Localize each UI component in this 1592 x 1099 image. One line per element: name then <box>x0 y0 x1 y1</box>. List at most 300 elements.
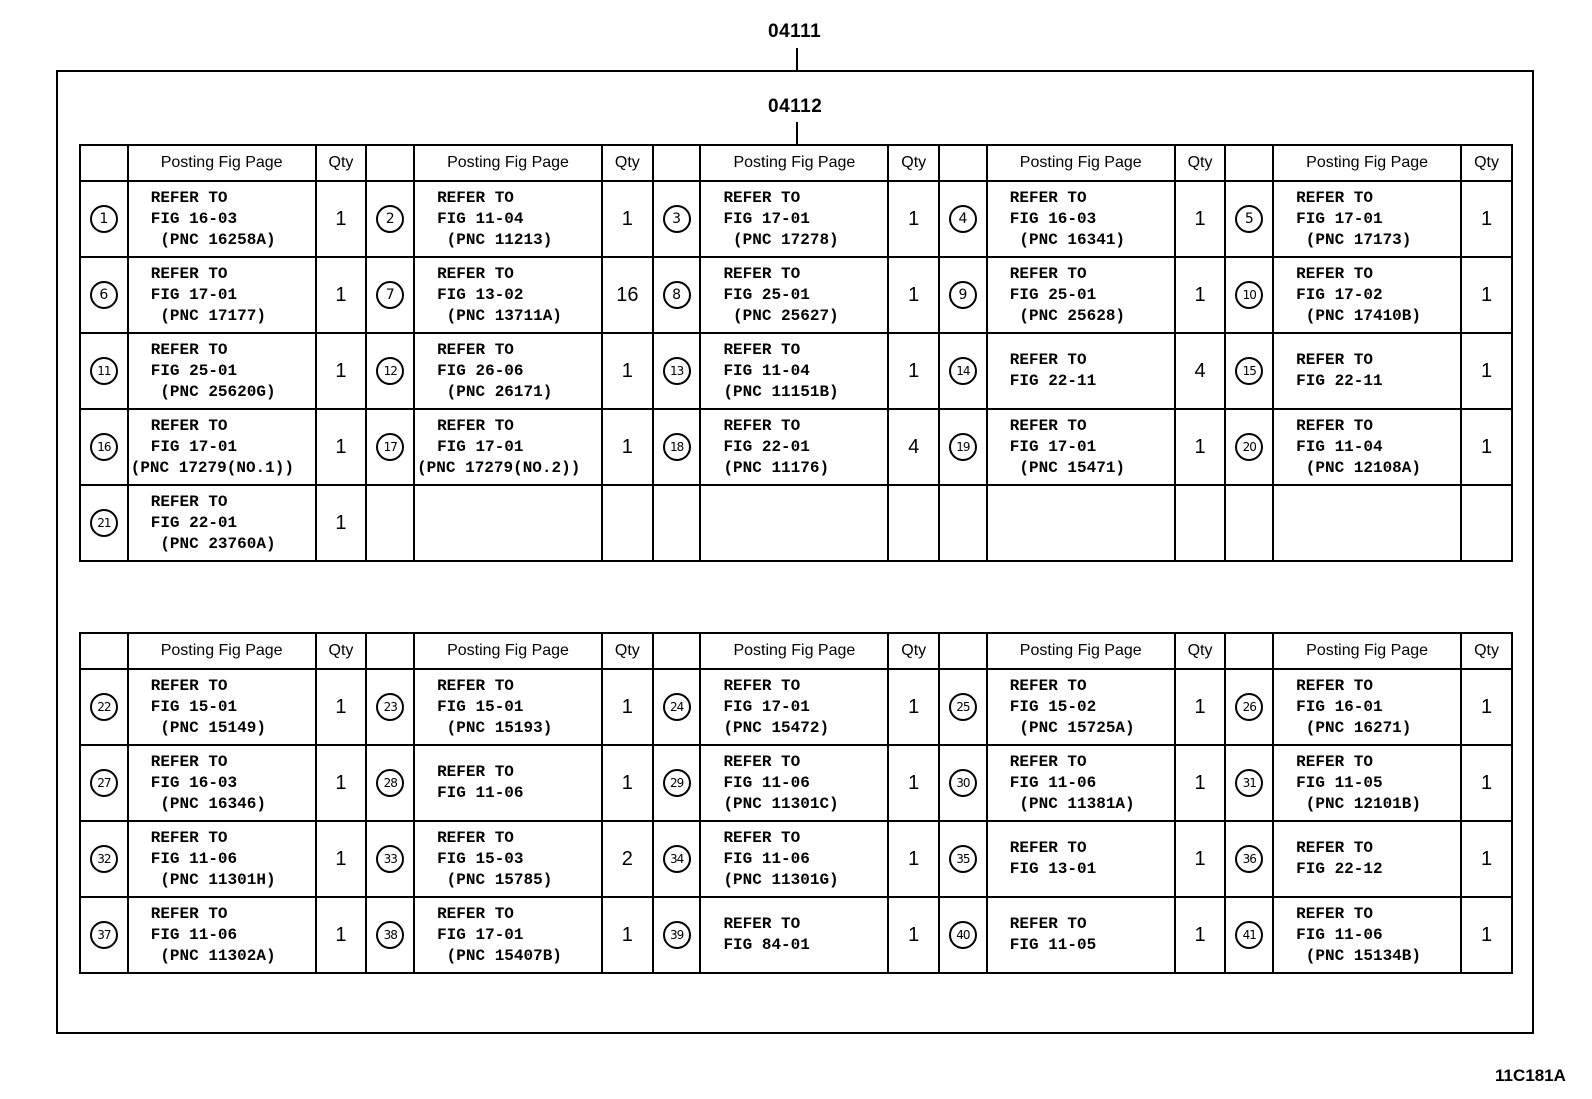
posting-reference-cell <box>987 257 1175 333</box>
posting-reference-cell <box>128 485 316 561</box>
posting-reference-cell <box>128 333 316 409</box>
item-number-cell <box>653 409 701 485</box>
table-header-row <box>80 633 1512 669</box>
qty-cell <box>1461 485 1512 561</box>
table-row <box>80 485 1512 561</box>
qty-cell: 1 <box>316 485 367 561</box>
reference-line: REFER TO <box>150 752 228 771</box>
posting-reference-cell <box>1273 745 1461 821</box>
item-number-badge: 9 <box>949 281 977 309</box>
index-header <box>80 633 128 669</box>
item-number-badge: 16 <box>90 433 118 461</box>
posting-reference-cell <box>987 669 1175 745</box>
posting-reference-cell <box>128 257 316 333</box>
reference-line: REFER TO <box>437 340 514 359</box>
qty-header: Qty <box>1175 633 1226 669</box>
index-header <box>939 145 987 181</box>
reference-line: (PNC 15149) <box>150 718 266 737</box>
item-number-badge: 1 <box>90 205 118 233</box>
item-number-badge: 3 <box>663 205 691 233</box>
posting-reference-cell <box>1273 333 1461 409</box>
index-header <box>366 633 414 669</box>
qty-cell: 1 <box>316 257 367 333</box>
item-number-cell <box>366 181 414 257</box>
posting-header: Posting Fig Page <box>987 633 1175 669</box>
posting-reference-cell <box>414 181 602 257</box>
reference-line: FIG 22-11 <box>1009 372 1097 390</box>
reference-line: FIG 16-03 <box>150 773 238 792</box>
reference-line: REFER TO <box>150 492 228 511</box>
posting-reference-cell <box>128 409 316 485</box>
reference-line: FIG 16-01 <box>1296 697 1383 716</box>
item-number-badge: 19 <box>949 433 977 461</box>
reference-line: FIG 16-03 <box>150 209 238 228</box>
item-number-cell <box>939 897 987 973</box>
item-number-cell <box>653 181 701 257</box>
reference-line: FIG 22-11 <box>1296 372 1383 390</box>
reference-line: (PNC 16346) <box>150 794 266 813</box>
posting-reference-cell <box>414 897 602 973</box>
reference-line: (PNC 15134B) <box>1296 946 1421 965</box>
reference-line: REFER TO <box>723 416 801 435</box>
item-number-badge: 39 <box>663 921 691 949</box>
posting-reference-cell <box>1273 669 1461 745</box>
reference-line: REFER TO <box>150 828 228 847</box>
item-number-badge: 5 <box>1235 205 1263 233</box>
posting-reference-cell <box>700 485 888 561</box>
item-number-cell <box>939 257 987 333</box>
reference-line: FIG 17-01 <box>150 437 238 456</box>
posting-reference-cell <box>128 181 316 257</box>
item-number-badge: 24 <box>663 693 691 721</box>
posting-reference-cell <box>414 821 602 897</box>
reference-line: REFER TO <box>723 188 801 207</box>
qty-cell: 1 <box>888 257 939 333</box>
item-number-cell <box>653 333 701 409</box>
item-number-badge: 27 <box>90 769 118 797</box>
reference-line: FIG 13-01 <box>1009 860 1097 878</box>
item-number-badge: 41 <box>1235 921 1263 949</box>
index-header <box>653 145 701 181</box>
item-number-badge: 12 <box>376 357 404 385</box>
reference-line: (PNC 25620G) <box>150 382 276 401</box>
reference-line: REFER TO <box>1296 188 1373 207</box>
table-row <box>80 333 1512 409</box>
reference-line: (PNC 15407B) <box>437 946 562 965</box>
posting-reference-cell <box>128 821 316 897</box>
qty-cell: 1 <box>316 669 367 745</box>
item-number-badge: 22 <box>90 693 118 721</box>
reference-line: (PNC 11301C) <box>723 794 839 813</box>
item-number-cell <box>1225 745 1273 821</box>
item-number-cell <box>1225 181 1273 257</box>
item-number-badge: 4 <box>949 205 977 233</box>
posting-reference-cell <box>128 745 316 821</box>
reference-line: REFER TO <box>1296 264 1373 283</box>
index-header <box>1225 145 1273 181</box>
reference-line: FIG 11-05 <box>1009 936 1097 954</box>
qty-cell: 1 <box>1461 409 1512 485</box>
reference-line: REFER TO <box>723 340 801 359</box>
posting-reference-cell <box>128 669 316 745</box>
reference-line: FIG 11-06 <box>150 925 238 944</box>
item-number-badge: 28 <box>376 769 404 797</box>
reference-line: (PNC 16341) <box>1009 230 1126 249</box>
reference-line: FIG 11-06 <box>150 849 238 868</box>
item-number-badge: 25 <box>949 693 977 721</box>
reference-line: (PNC 11301G) <box>723 870 839 889</box>
qty-cell: 1 <box>1175 821 1226 897</box>
qty-cell: 1 <box>1461 181 1512 257</box>
reference-line: FIG 11-06 <box>723 849 810 868</box>
reference-line: (PNC 15472) <box>723 718 830 737</box>
item-number-badge: 34 <box>663 845 691 873</box>
reference-line: REFER TO <box>1009 416 1087 435</box>
item-number-badge: 33 <box>376 845 404 873</box>
reference-line: FIG 11-06 <box>1296 925 1383 944</box>
reference-line: REFER TO <box>723 264 801 283</box>
reference-line: REFER TO <box>437 904 514 923</box>
posting-reference-cell <box>1273 485 1461 561</box>
qty-cell <box>1175 485 1226 561</box>
item-number-badge: 23 <box>376 693 404 721</box>
reference-line: REFER TO <box>437 264 514 283</box>
item-number-cell <box>80 257 128 333</box>
reference-line: FIG 17-01 <box>1009 437 1097 456</box>
reference-line: FIG 16-03 <box>1009 209 1097 228</box>
item-number-cell <box>366 409 414 485</box>
item-number-cell <box>939 333 987 409</box>
reference-line: (PNC 17410B) <box>1296 306 1421 325</box>
item-number-badge: 13 <box>663 357 691 385</box>
reference-line: (PNC 11381A) <box>1009 794 1135 813</box>
reference-line: FIG 22-12 <box>1296 860 1383 878</box>
reference-line: FIG 15-01 <box>150 697 238 716</box>
qty-cell: 1 <box>1461 669 1512 745</box>
item-number-cell <box>1225 333 1273 409</box>
reference-line: REFER TO <box>723 676 801 695</box>
reference-line: (PNC 15193) <box>437 718 553 737</box>
reference-line: FIG 11-06 <box>723 773 810 792</box>
posting-reference-cell <box>987 897 1175 973</box>
posting-reference-cell <box>414 669 602 745</box>
reference-line: FIG 11-06 <box>437 784 524 802</box>
qty-cell <box>602 485 653 561</box>
reference-line: FIG 11-04 <box>723 361 810 380</box>
reference-line: (PNC 15725A) <box>1009 718 1135 737</box>
item-number-cell <box>939 181 987 257</box>
reference-line: (PNC 17177) <box>150 306 266 325</box>
item-number-cell <box>653 485 701 561</box>
reference-line: FIG 25-01 <box>1009 285 1097 304</box>
reference-line: (PNC 15471) <box>1009 458 1126 477</box>
posting-reference-cell <box>414 409 602 485</box>
reference-line: REFER TO <box>437 416 514 435</box>
parts-table-1 <box>79 144 1513 562</box>
reference-line: (PNC 11302A) <box>150 946 276 965</box>
reference-line: REFER TO <box>150 264 228 283</box>
qty-header: Qty <box>1461 633 1512 669</box>
item-number-cell <box>1225 485 1273 561</box>
reference-line: (PNC 12101B) <box>1296 794 1421 813</box>
qty-header: Qty <box>888 145 939 181</box>
reference-line: REFER TO <box>1009 676 1087 695</box>
posting-reference-cell <box>700 409 888 485</box>
reference-line: (PNC 25628) <box>1009 306 1126 325</box>
posting-reference-cell <box>987 181 1175 257</box>
qty-header: Qty <box>888 633 939 669</box>
item-number-cell <box>653 669 701 745</box>
reference-line: FIG 84-01 <box>723 936 810 954</box>
item-number-badge: 20 <box>1235 433 1263 461</box>
qty-cell <box>888 485 939 561</box>
reference-line: REFER TO <box>1296 839 1373 857</box>
reference-line: REFER TO <box>150 676 228 695</box>
inner-group-label: 04112 <box>768 96 823 117</box>
reference-line: FIG 11-04 <box>437 209 524 228</box>
reference-line: (PNC 17279(NO.2)) <box>417 458 581 477</box>
posting-reference-cell <box>1273 181 1461 257</box>
item-number-cell <box>1225 409 1273 485</box>
qty-header: Qty <box>1461 145 1512 181</box>
item-number-badge: 38 <box>376 921 404 949</box>
reference-line: (PNC 25627) <box>723 306 839 325</box>
reference-line: REFER TO <box>437 676 514 695</box>
reference-line: REFER TO <box>1296 676 1373 695</box>
item-number-cell <box>80 745 128 821</box>
reference-line: FIG 22-01 <box>150 513 238 532</box>
figure-code: 11C181A <box>1495 1066 1566 1085</box>
posting-header: Posting Fig Page <box>700 633 888 669</box>
posting-header: Posting Fig Page <box>700 145 888 181</box>
qty-cell: 1 <box>888 821 939 897</box>
reference-line: (PNC 15785) <box>437 870 553 889</box>
item-number-badge: 30 <box>949 769 977 797</box>
item-number-cell <box>939 485 987 561</box>
table-row <box>80 257 1512 333</box>
table-row <box>80 181 1512 257</box>
item-number-cell <box>366 257 414 333</box>
item-number-cell <box>653 257 701 333</box>
item-number-badge: 29 <box>663 769 691 797</box>
item-number-badge: 10 <box>1235 281 1263 309</box>
qty-cell: 1 <box>888 181 939 257</box>
posting-header: Posting Fig Page <box>987 145 1175 181</box>
posting-header: Posting Fig Page <box>1273 633 1461 669</box>
posting-reference-cell <box>700 745 888 821</box>
qty-cell: 1 <box>602 897 653 973</box>
item-number-cell <box>366 485 414 561</box>
item-number-badge: 2 <box>376 205 404 233</box>
qty-cell: 1 <box>602 333 653 409</box>
table-row <box>80 897 1512 973</box>
table-row <box>80 409 1512 485</box>
item-number-cell <box>366 669 414 745</box>
qty-cell: 16 <box>602 257 653 333</box>
qty-header: Qty <box>316 145 367 181</box>
posting-reference-cell <box>987 333 1175 409</box>
item-number-cell <box>939 409 987 485</box>
reference-line: REFER TO <box>723 752 801 771</box>
qty-cell: 1 <box>316 745 367 821</box>
reference-line: REFER TO <box>437 188 514 207</box>
reference-line: FIG 15-02 <box>1009 697 1097 716</box>
reference-line: FIG 25-01 <box>150 361 238 380</box>
item-number-cell <box>80 897 128 973</box>
index-header <box>1225 633 1273 669</box>
reference-line: (PNC 26171) <box>437 382 553 401</box>
posting-reference-cell <box>128 897 316 973</box>
qty-cell: 1 <box>602 669 653 745</box>
qty-header: Qty <box>1175 145 1226 181</box>
reference-line: REFER TO <box>1296 904 1373 923</box>
reference-line: (PNC 23760A) <box>150 534 276 553</box>
reference-line: (PNC 11151B) <box>723 382 839 401</box>
posting-reference-cell <box>700 333 888 409</box>
reference-line: REFER TO <box>150 188 228 207</box>
qty-cell: 1 <box>1175 897 1226 973</box>
qty-cell: 1 <box>602 745 653 821</box>
item-number-cell <box>80 181 128 257</box>
posting-reference-cell <box>414 333 602 409</box>
item-number-cell <box>80 669 128 745</box>
index-header <box>939 633 987 669</box>
reference-line: REFER TO <box>437 828 514 847</box>
qty-cell: 1 <box>1175 669 1226 745</box>
posting-reference-cell <box>987 409 1175 485</box>
reference-line: (PNC 13711A) <box>437 306 562 325</box>
item-number-badge: 26 <box>1235 693 1263 721</box>
reference-line: FIG 17-01 <box>437 925 524 944</box>
reference-line: FIG 15-01 <box>437 697 524 716</box>
item-number-cell <box>366 333 414 409</box>
reference-line: (PNC 17279(NO.1)) <box>130 458 294 477</box>
qty-header: Qty <box>602 145 653 181</box>
reference-line: REFER TO <box>1009 188 1087 207</box>
index-header <box>80 145 128 181</box>
qty-cell: 1 <box>1461 897 1512 973</box>
posting-reference-cell <box>1273 897 1461 973</box>
qty-cell: 1 <box>316 181 367 257</box>
qty-cell: 1 <box>1175 409 1226 485</box>
table-row <box>80 745 1512 821</box>
item-number-cell <box>80 821 128 897</box>
qty-cell: 1 <box>316 821 367 897</box>
item-number-badge: 35 <box>949 845 977 873</box>
qty-cell: 1 <box>888 669 939 745</box>
reference-line: FIG 17-01 <box>723 209 810 228</box>
reference-line: REFER TO <box>1296 351 1373 369</box>
reference-line: REFER TO <box>150 416 228 435</box>
reference-line: (PNC 17173) <box>1296 230 1412 249</box>
qty-cell: 1 <box>1175 181 1226 257</box>
item-number-badge: 18 <box>663 433 691 461</box>
reference-line: REFER TO <box>150 904 228 923</box>
posting-header: Posting Fig Page <box>1273 145 1461 181</box>
reference-line: FIG 15-03 <box>437 849 524 868</box>
reference-line: REFER TO <box>723 828 801 847</box>
posting-reference-cell <box>1273 257 1461 333</box>
reference-line: FIG 22-01 <box>723 437 810 456</box>
reference-line: (PNC 16271) <box>1296 718 1412 737</box>
item-number-cell <box>80 485 128 561</box>
item-number-badge: 37 <box>90 921 118 949</box>
reference-line: (PNC 16258A) <box>150 230 276 249</box>
reference-line: (PNC 11301H) <box>150 870 276 889</box>
posting-header: Posting Fig Page <box>414 145 602 181</box>
item-number-cell <box>653 821 701 897</box>
item-number-badge: 32 <box>90 845 118 873</box>
qty-cell: 1 <box>602 409 653 485</box>
item-number-cell <box>366 745 414 821</box>
qty-header: Qty <box>316 633 367 669</box>
posting-reference-cell <box>414 257 602 333</box>
posting-reference-cell <box>700 257 888 333</box>
item-number-cell <box>653 745 701 821</box>
inner-leader-line <box>796 122 798 144</box>
item-number-badge: 14 <box>949 357 977 385</box>
posting-reference-cell <box>700 669 888 745</box>
posting-header: Posting Fig Page <box>414 633 602 669</box>
table-row <box>80 669 1512 745</box>
qty-cell: 1 <box>1175 745 1226 821</box>
item-number-cell <box>1225 257 1273 333</box>
index-header <box>366 145 414 181</box>
reference-line: FIG 11-06 <box>1009 773 1097 792</box>
qty-cell: 1 <box>1461 745 1512 821</box>
qty-cell: 4 <box>888 409 939 485</box>
reference-line: FIG 11-04 <box>1296 437 1383 456</box>
reference-line: (PNC 12108A) <box>1296 458 1421 477</box>
qty-cell: 1 <box>316 897 367 973</box>
reference-line: FIG 17-01 <box>1296 209 1383 228</box>
reference-line: REFER TO <box>1296 752 1373 771</box>
item-number-badge: 21 <box>90 509 118 537</box>
qty-cell: 1 <box>888 745 939 821</box>
item-number-badge: 17 <box>376 433 404 461</box>
reference-line: FIG 17-02 <box>1296 285 1383 304</box>
posting-reference-cell <box>1273 409 1461 485</box>
item-number-cell <box>1225 669 1273 745</box>
posting-reference-cell <box>700 821 888 897</box>
qty-cell: 4 <box>1175 333 1226 409</box>
item-number-badge: 11 <box>90 357 118 385</box>
index-header <box>653 633 701 669</box>
item-number-cell <box>653 897 701 973</box>
reference-line: (PNC 11176) <box>723 458 830 477</box>
reference-line: REFER TO <box>1296 416 1373 435</box>
top-group-label: 04111 <box>768 21 822 42</box>
reference-line: FIG 25-01 <box>723 285 810 304</box>
item-number-badge: 7 <box>376 281 404 309</box>
posting-reference-cell <box>700 181 888 257</box>
item-number-cell <box>366 897 414 973</box>
reference-line: FIG 17-01 <box>723 697 810 716</box>
item-number-badge: 15 <box>1235 357 1263 385</box>
posting-reference-cell <box>700 897 888 973</box>
item-number-cell <box>80 409 128 485</box>
posting-reference-cell <box>987 745 1175 821</box>
qty-cell: 1 <box>888 897 939 973</box>
qty-cell: 1 <box>1175 257 1226 333</box>
reference-line: (PNC 11213) <box>437 230 553 249</box>
top-leader-line <box>796 48 798 70</box>
reference-line: REFER TO <box>1009 351 1087 369</box>
posting-reference-cell <box>987 821 1175 897</box>
item-number-cell <box>939 669 987 745</box>
reference-line: REFER TO <box>1009 839 1087 857</box>
reference-line: REFER TO <box>150 340 228 359</box>
